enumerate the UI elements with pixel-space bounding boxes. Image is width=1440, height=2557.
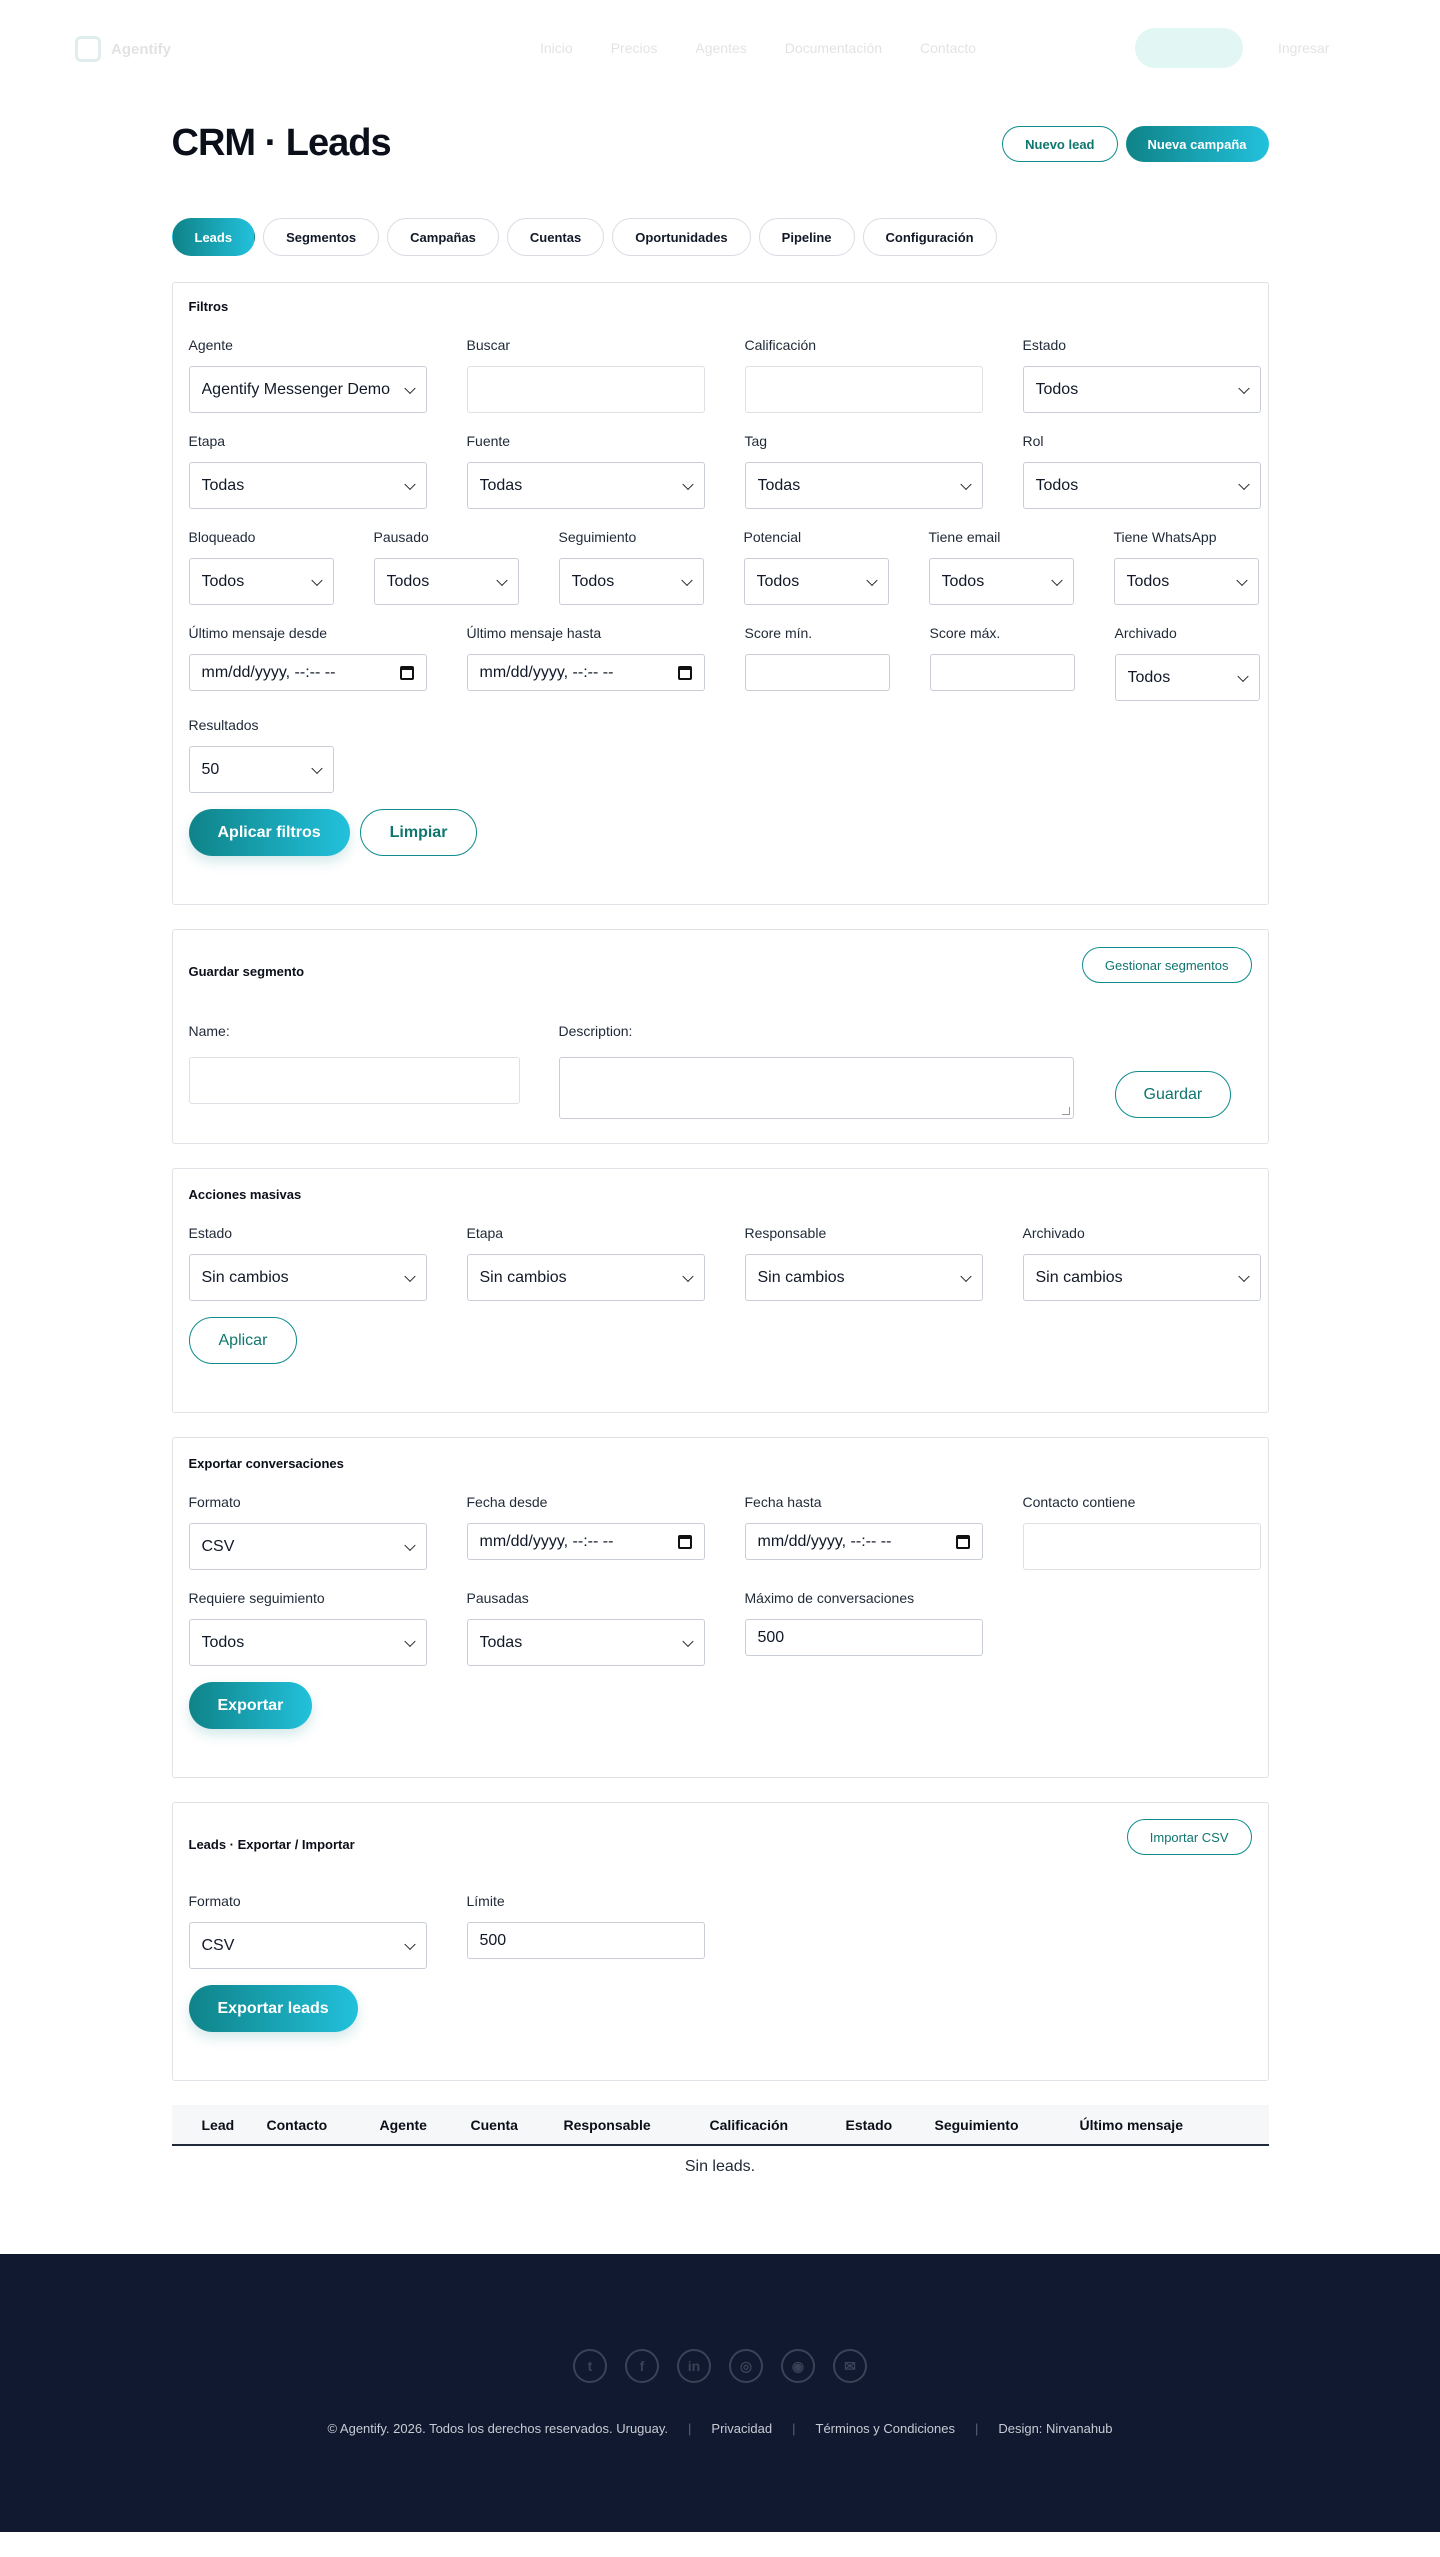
footer-links — [0, 2421, 1440, 2436]
maximo-input[interactable] — [745, 1619, 983, 1656]
requiere-seguimiento-select[interactable] — [189, 1619, 427, 1666]
page-title: CRM · Leads — [171, 122, 391, 164]
tiene-email-label: Tiene email — [928, 529, 1001, 545]
chevron-down-icon — [682, 1270, 693, 1281]
github-icon[interactable]: ◉ — [781, 2349, 815, 2383]
column-header[interactable]: Último mensaje — [1070, 2105, 1269, 2145]
export-formato-value: CSV — [201, 1537, 235, 1555]
brand-logo[interactable] — [75, 36, 171, 62]
ultimo-desde-label: Último mensaje desde — [188, 625, 328, 641]
bulk-actions-row — [189, 1202, 1252, 1301]
pausadas-field — [467, 1590, 705, 1666]
rol-field — [1023, 433, 1261, 509]
fuente-field — [467, 433, 705, 509]
etapa-label: Etapa — [188, 433, 226, 449]
pausado-field — [374, 529, 519, 605]
requiere-seguimiento-label: Requiere seguimiento — [188, 1590, 325, 1606]
score-max-label: Score máx. — [929, 625, 1001, 641]
bulk-actions-panel — [172, 1168, 1269, 1413]
terms-link[interactable]: Términos y Condiciones — [815, 2421, 955, 2436]
chevron-down-icon — [960, 1270, 971, 1281]
ultimo-desde-field — [189, 625, 427, 701]
chevron-down-icon — [1238, 382, 1249, 393]
bulk-archivado-value: Sin cambios — [1035, 1268, 1123, 1286]
filters-panel — [172, 282, 1269, 905]
tab-segmentos[interactable]: Segmentos — [263, 218, 379, 256]
chevron-down-icon — [960, 478, 971, 489]
rol-select[interactable] — [1023, 462, 1261, 509]
import-csv-button[interactable]: Importar CSV — [1127, 1819, 1252, 1855]
fecha-hasta-field — [745, 1494, 983, 1570]
column-header[interactable]: Contacto — [257, 2105, 370, 2145]
resultados-label: Resultados — [188, 717, 259, 733]
segment-description-textarea[interactable] — [559, 1057, 1074, 1119]
fecha-desde-field — [467, 1494, 705, 1570]
bloqueado-label: Bloqueado — [188, 529, 256, 545]
export-formato-field — [189, 1494, 427, 1570]
tag-label: Tag — [744, 433, 768, 449]
pausado-value: Todos — [386, 572, 430, 590]
chevron-down-icon — [404, 1938, 415, 1949]
export-conversations-row-2 — [189, 1570, 1252, 1666]
resize-handle-icon[interactable] — [1062, 1107, 1070, 1115]
chevron-down-icon — [1237, 670, 1248, 681]
twitter-icon[interactable]: t — [573, 2349, 607, 2383]
divider: | — [974, 2421, 979, 2436]
leads-export-actions — [189, 1985, 1252, 2032]
filters-row-2 — [189, 413, 1252, 509]
export-formato-select[interactable] — [189, 1523, 427, 1570]
calificacion-input[interactable] — [745, 366, 983, 413]
buscar-input[interactable] — [467, 366, 705, 413]
bloqueado-field — [189, 529, 334, 605]
filters-row-1 — [189, 314, 1252, 413]
export-conversations-title: Exportar conversaciones — [188, 1456, 344, 1471]
contacto-field — [1023, 1494, 1261, 1570]
save-segment-button[interactable]: Guardar — [1115, 1071, 1232, 1118]
archivado-select[interactable] — [1115, 654, 1260, 701]
bulk-actions-actions — [189, 1317, 1252, 1364]
nav-link[interactable]: Agentes — [695, 40, 747, 56]
tab-oportunidades[interactable]: Oportunidades — [612, 218, 750, 256]
agente-select[interactable] — [189, 366, 427, 413]
save-segment-panel — [172, 929, 1269, 1144]
maximo-value: 500 — [757, 1628, 785, 1646]
pausadas-value: Todas — [479, 1633, 523, 1651]
filters-actions — [189, 809, 1252, 856]
column-header[interactable]: Calificación — [700, 2105, 836, 2145]
fecha-hasta-label: Fecha hasta — [744, 1494, 822, 1510]
bulk-etapa-select[interactable] — [467, 1254, 705, 1301]
calendar-icon[interactable] — [400, 666, 414, 680]
fecha-hasta-input[interactable] — [745, 1523, 983, 1560]
segment-name-input[interactable] — [189, 1057, 520, 1104]
nav-link[interactable]: Documentación — [784, 40, 883, 56]
pausadas-select[interactable] — [467, 1619, 705, 1666]
fecha-hasta-value: mm/dd/yyyy, --:-- -- — [757, 1532, 892, 1550]
bulk-responsable-label: Responsable — [744, 1225, 827, 1241]
bulk-responsable-value: Sin cambios — [757, 1268, 845, 1286]
chevron-down-icon — [311, 574, 322, 585]
bulk-etapa-value: Sin cambios — [479, 1268, 567, 1286]
etapa-value: Todas — [201, 476, 245, 494]
potencial-value: Todos — [756, 572, 800, 590]
export-formato-label: Formato — [188, 1494, 241, 1510]
resultados-select[interactable] — [189, 746, 334, 793]
tag-select[interactable] — [745, 462, 983, 509]
tab-pipeline[interactable]: Pipeline — [759, 218, 855, 256]
leads-table — [172, 2105, 1269, 2146]
facebook-icon[interactable]: f — [625, 2349, 659, 2383]
leads-export-row — [189, 1870, 1252, 1969]
potencial-select[interactable] — [744, 558, 889, 605]
score-min-input[interactable] — [745, 654, 890, 691]
bulk-estado-select[interactable] — [189, 1254, 427, 1301]
divider: | — [792, 2421, 796, 2436]
empty-state: Sin leads. — [684, 2158, 756, 2175]
chevron-down-icon — [1051, 574, 1062, 585]
estado-label: Estado — [1022, 337, 1067, 353]
tiene-whatsapp-select[interactable] — [1114, 558, 1259, 605]
column-header[interactable]: Seguimiento — [925, 2105, 1070, 2145]
chevron-down-icon — [866, 574, 877, 585]
export-conversations-actions — [189, 1682, 1252, 1729]
ultimo-hasta-field — [467, 625, 705, 701]
manage-segments-button[interactable]: Gestionar segmentos — [1082, 947, 1252, 983]
calificacion-field — [745, 337, 983, 413]
fecha-desde-label: Fecha desde — [466, 1494, 548, 1510]
potencial-label: Potencial — [743, 529, 802, 545]
bulk-archivado-field — [1023, 1225, 1261, 1301]
apply-filters-button[interactable]: Aplicar filtros — [189, 809, 350, 856]
bulk-etapa-field — [467, 1225, 705, 1301]
privacy-link[interactable]: Privacidad — [711, 2421, 773, 2436]
ultimo-hasta-value: mm/dd/yyyy, --:-- -- — [479, 663, 614, 681]
maximo-label: Máximo de conversaciones — [744, 1590, 915, 1606]
email-icon[interactable]: ✉ — [833, 2349, 867, 2383]
nav-login-link[interactable]: Ingresar — [1278, 40, 1330, 56]
etapa-field — [189, 433, 427, 509]
limite-value: 500 — [479, 1931, 507, 1949]
calendar-icon[interactable] — [956, 1535, 970, 1549]
new-lead-button[interactable]: Nuevo lead — [1002, 126, 1117, 162]
tiene-email-select[interactable] — [929, 558, 1074, 605]
rol-value: Todos — [1035, 476, 1079, 494]
chevron-down-icon — [404, 1270, 415, 1281]
tag-value: Todas — [757, 476, 801, 494]
leads-formato-field — [189, 1893, 427, 1969]
column-header[interactable]: Lead — [172, 2105, 257, 2145]
chevron-down-icon — [311, 762, 322, 773]
pausado-label: Pausado — [373, 529, 429, 545]
divider: | — [688, 2421, 692, 2436]
seguimiento-field — [559, 529, 704, 605]
nav-link[interactable]: Contacto — [920, 40, 977, 56]
ultimo-desde-input[interactable] — [189, 654, 427, 691]
export-conversations-panel — [172, 1437, 1269, 1778]
header-actions — [1002, 126, 1268, 162]
leads-formato-label: Formato — [188, 1893, 241, 1909]
calificacion-label: Calificación — [744, 337, 817, 353]
segment-description-label: Description: — [558, 1023, 633, 1039]
score-max-input[interactable] — [930, 654, 1075, 691]
export-conversations-row-1 — [189, 1471, 1252, 1570]
filters-row-5 — [189, 717, 334, 793]
tab-leads[interactable]: Leads — [172, 218, 256, 256]
fuente-label: Fuente — [466, 433, 511, 449]
bulk-responsable-select[interactable] — [745, 1254, 983, 1301]
tiene-whatsapp-field — [1114, 529, 1259, 605]
fuente-value: Todas — [479, 476, 523, 494]
archivado-value: Todos — [1127, 668, 1171, 686]
fecha-desde-value: mm/dd/yyyy, --:-- -- — [479, 1532, 614, 1550]
pausado-select[interactable] — [374, 558, 519, 605]
estado-field — [1023, 337, 1261, 413]
contacto-input[interactable] — [1023, 1523, 1261, 1570]
segment-description-field — [559, 1023, 1074, 1119]
chevron-down-icon — [1236, 574, 1247, 585]
chevron-down-icon — [404, 1635, 415, 1646]
page-header — [172, 120, 1269, 220]
bulk-estado-field — [189, 1225, 427, 1301]
limite-label: Límite — [466, 1893, 505, 1909]
pausadas-label: Pausadas — [466, 1590, 529, 1606]
crm-tabs — [172, 218, 1269, 256]
column-header[interactable]: Agente — [370, 2105, 461, 2145]
chevron-down-icon — [681, 574, 692, 585]
nav-link[interactable]: Precios — [610, 40, 658, 56]
tab-campanas[interactable]: Campañas — [387, 218, 499, 256]
tiene-whatsapp-value: Todos — [1126, 572, 1170, 590]
bloqueado-select[interactable] — [189, 558, 334, 605]
social-links — [0, 2349, 1440, 2383]
segment-form — [189, 1023, 1252, 1119]
agente-field — [189, 337, 427, 413]
bloqueado-value: Todos — [201, 572, 245, 590]
copyright-text: © Agentify. 2026. Todos los derechos reservados. Uruguay. — [327, 2421, 669, 2436]
chevron-down-icon — [404, 478, 415, 489]
fuente-select[interactable] — [467, 462, 705, 509]
limite-input[interactable] — [467, 1922, 705, 1959]
design-credit-link[interactable]: Design: Nirvanahub — [998, 2421, 1113, 2436]
limite-field — [467, 1893, 705, 1969]
bulk-archivado-label: Archivado — [1022, 1225, 1085, 1241]
chevron-down-icon — [682, 478, 693, 489]
bulk-actions-title: Acciones masivas — [188, 1187, 302, 1202]
seguimiento-select[interactable] — [559, 558, 704, 605]
agente-value: Agentify Messenger Demo — [201, 380, 391, 398]
maximo-field — [745, 1590, 983, 1666]
instagram-icon[interactable]: ◎ — [729, 2349, 763, 2383]
tab-configuracion[interactable]: Configuración — [863, 218, 997, 256]
main-content — [172, 120, 1269, 2254]
seguimiento-label: Seguimiento — [558, 529, 637, 545]
seguimiento-value: Todos — [571, 572, 615, 590]
leads-formato-value: CSV — [201, 1936, 235, 1954]
resultados-value: 50 — [201, 760, 220, 778]
archivado-label: Archivado — [1114, 625, 1177, 641]
brand-name: Agentify — [111, 40, 171, 58]
buscar-label: Buscar — [466, 337, 511, 353]
estado-value: Todos — [1035, 380, 1079, 398]
linkedin-icon[interactable]: in — [677, 2349, 711, 2383]
nav-links — [540, 40, 976, 56]
tiene-email-field — [929, 529, 1074, 605]
bulk-archivado-select[interactable] — [1023, 1254, 1261, 1301]
filters-row-3 — [189, 509, 1252, 605]
requiere-seguimiento-value: Todos — [201, 1633, 245, 1651]
tag-field — [745, 433, 983, 509]
leads-formato-select[interactable] — [189, 1922, 427, 1969]
filters-row-4 — [189, 605, 1252, 701]
export-conversations-button[interactable]: Exportar — [189, 1682, 313, 1729]
ultimo-hasta-input[interactable] — [467, 654, 705, 691]
calendar-icon[interactable] — [678, 1535, 692, 1549]
export-leads-button[interactable]: Exportar leads — [189, 1985, 358, 2032]
tiene-email-value: Todos — [941, 572, 985, 590]
column-header[interactable]: Estado — [836, 2105, 925, 2145]
score-min-label: Score mín. — [744, 625, 813, 641]
segment-name-label: Name: — [188, 1023, 230, 1039]
nav-cta-button[interactable] — [1135, 28, 1243, 68]
resultados-field — [189, 717, 334, 793]
ultimo-desde-value: mm/dd/yyyy, --:-- -- — [201, 663, 336, 681]
column-header[interactable]: Responsable — [554, 2105, 700, 2145]
table-header-row — [172, 2105, 1269, 2145]
column-header[interactable]: Cuenta — [461, 2105, 554, 2145]
chevron-down-icon — [496, 574, 507, 585]
agente-label: Agente — [188, 337, 233, 353]
score-max-field — [930, 625, 1075, 701]
buscar-field — [467, 337, 705, 413]
ultimo-hasta-label: Último mensaje hasta — [466, 625, 602, 641]
bulk-estado-value: Sin cambios — [201, 1268, 289, 1286]
leads-export-import-title: Leads · Exportar / Importar — [188, 1837, 355, 1852]
rol-label: Rol — [1022, 433, 1044, 449]
archivado-field — [1115, 625, 1260, 701]
chevron-down-icon — [1238, 478, 1249, 489]
tab-cuentas[interactable]: Cuentas — [507, 218, 604, 256]
clear-filters-button[interactable]: Limpiar — [360, 809, 478, 856]
bulk-apply-button[interactable]: Aplicar — [189, 1317, 298, 1364]
new-campaign-button[interactable]: Nueva campaña — [1126, 126, 1269, 162]
tiene-whatsapp-label: Tiene WhatsApp — [1113, 529, 1217, 545]
site-footer — [0, 2254, 1440, 2532]
bulk-etapa-label: Etapa — [466, 1225, 504, 1241]
potencial-field — [744, 529, 889, 605]
etapa-select[interactable] — [189, 462, 427, 509]
requiere-seguimiento-field — [189, 1590, 427, 1666]
fecha-desde-input[interactable] — [467, 1523, 705, 1560]
save-segment-title: Guardar segmento — [188, 964, 305, 979]
logo-icon — [75, 36, 101, 62]
bulk-responsable-field — [745, 1225, 983, 1301]
chevron-down-icon — [1238, 1270, 1249, 1281]
score-min-field — [745, 625, 890, 701]
estado-select[interactable] — [1023, 366, 1261, 413]
segment-name-field — [189, 1023, 520, 1104]
leads-export-import-panel — [172, 1802, 1269, 2081]
chevron-down-icon — [682, 1635, 693, 1646]
contacto-label: Contacto contiene — [1022, 1494, 1136, 1510]
filters-title: Filtros — [188, 299, 229, 314]
nav-link[interactable]: Inicio — [540, 40, 573, 56]
calendar-icon[interactable] — [678, 666, 692, 680]
top-navigation — [0, 0, 1440, 100]
chevron-down-icon — [404, 1539, 415, 1550]
bulk-estado-label: Estado — [188, 1225, 233, 1241]
